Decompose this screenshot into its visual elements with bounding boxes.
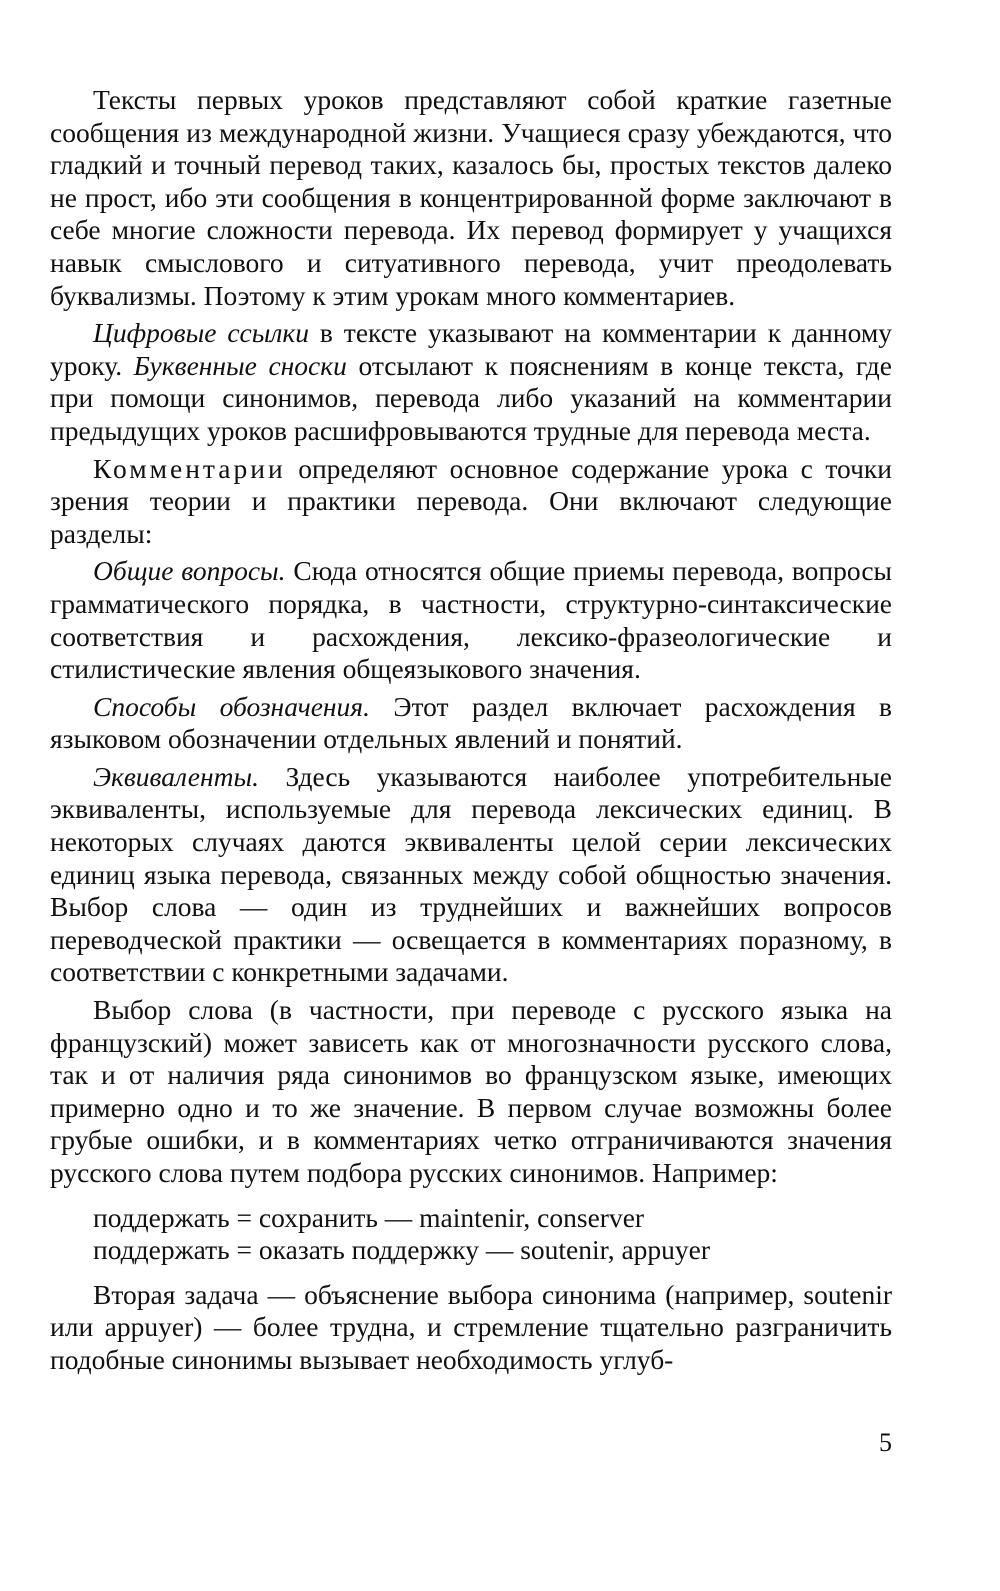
example-line-soutenir: поддержать = оказать поддержку — soutenir, appuyer [93, 1234, 711, 1266]
paragraph-commentaries-text: определяют основное содержание урока с точки зрения теории и практики перевода. Они включают следующие разделы: [50, 452, 892, 549]
term-general-questions: Общие вопросы. [93, 555, 286, 587]
paragraph-references-text-1: в тексте указывают на комментарии к данному уроку. [50, 317, 892, 381]
example-line-maintenir: поддержать = сохранить — maintenir, conserver [93, 1201, 645, 1233]
paragraph-designation-methods-text: Этот раздел включает расхождения в языковом обозначении отдельных явлений и понятий. [50, 690, 892, 755]
term-designation-methods: Способы обозначения. [93, 690, 370, 722]
term-commentaries: Комментарии [93, 452, 286, 484]
paragraph-references-text-2: отсылают к пояснениям в конце текста, где при помощи синонимов, перевода либо указаний на комментарии предыдущих уроков расшифровываются трудные для перевода места. [50, 349, 893, 446]
paragraph-designation-methods [50, 691, 892, 756]
page-body-text [50, 84, 892, 1377]
paragraph-second-task-text: Вторая задача — объяснение выбора синонима (например, soutenir или appuyer) — более трудна, и стремление тщательно разграничить подобные синонимы вызывает необходимость углуб- [50, 1278, 892, 1375]
paragraph-general-questions-text: Сюда относятся общие приемы перевода, вопросы грамматического порядка, в частности, структурно-синтаксические соответствия и расхождения, лексико-фразеологические и стилистические явления общеязыкового значения. [50, 555, 892, 685]
paragraph-second-task [50, 1279, 892, 1377]
term-equivalents: Эквиваленты. [93, 760, 259, 792]
synonym-examples [93, 1202, 892, 1267]
paragraph-references [50, 317, 892, 447]
term-letter-footnotes: Буквенные сноски [133, 349, 347, 381]
paragraph-word-choice-text: Выбор слова (в частности, при переводе с русского языка на французский) может зависеть как от многозначности русского слова, так и от наличия ряда синонимов во французском языке, имеющих примерно одно и то же значение. В первом случае возможны более грубые ошибки, и в комментариях четко отграничиваются значения русского слова путем подбора русских синонимов. Например: [50, 994, 892, 1188]
paragraph-intro [50, 84, 892, 312]
paragraph-general-questions [50, 555, 892, 685]
paragraph-word-choice [50, 994, 892, 1190]
page-number: 5 [879, 1428, 892, 1457]
paragraph-intro-text: Тексты первых уроков представляют собой краткие газетные сообщения из международной жизни. Учащиеся сразу убеждаются, что гладкий и точный перевод таких, казалось бы, простых текстов далеко не прост, ибо эти сообщения в концентрированной форме заключают в себе многие сложности перевода. Их перевод формирует у учащихся навык смыслового и ситуативного перевода, учит преодолевать буквализмы. Поэтому к этим урокам много комментариев. [50, 84, 892, 311]
term-numeric-references: Цифровые ссылки [93, 317, 309, 349]
paragraph-equivalents-text: Здесь указываются наиболее употребительные эквиваленты, используемые для перевода лексических единиц. В некоторых случаях даются эквиваленты целой серии лексических единиц языка перевода, связанных между собой общностью значения. Выбор слова — один из труднейших и важнейших вопросов переводческой практики — освещается в комментариях поразному, в соответствии с конкретными задачами. [50, 760, 892, 988]
paragraph-equivalents [50, 761, 892, 989]
paragraph-commentaries [50, 453, 892, 551]
